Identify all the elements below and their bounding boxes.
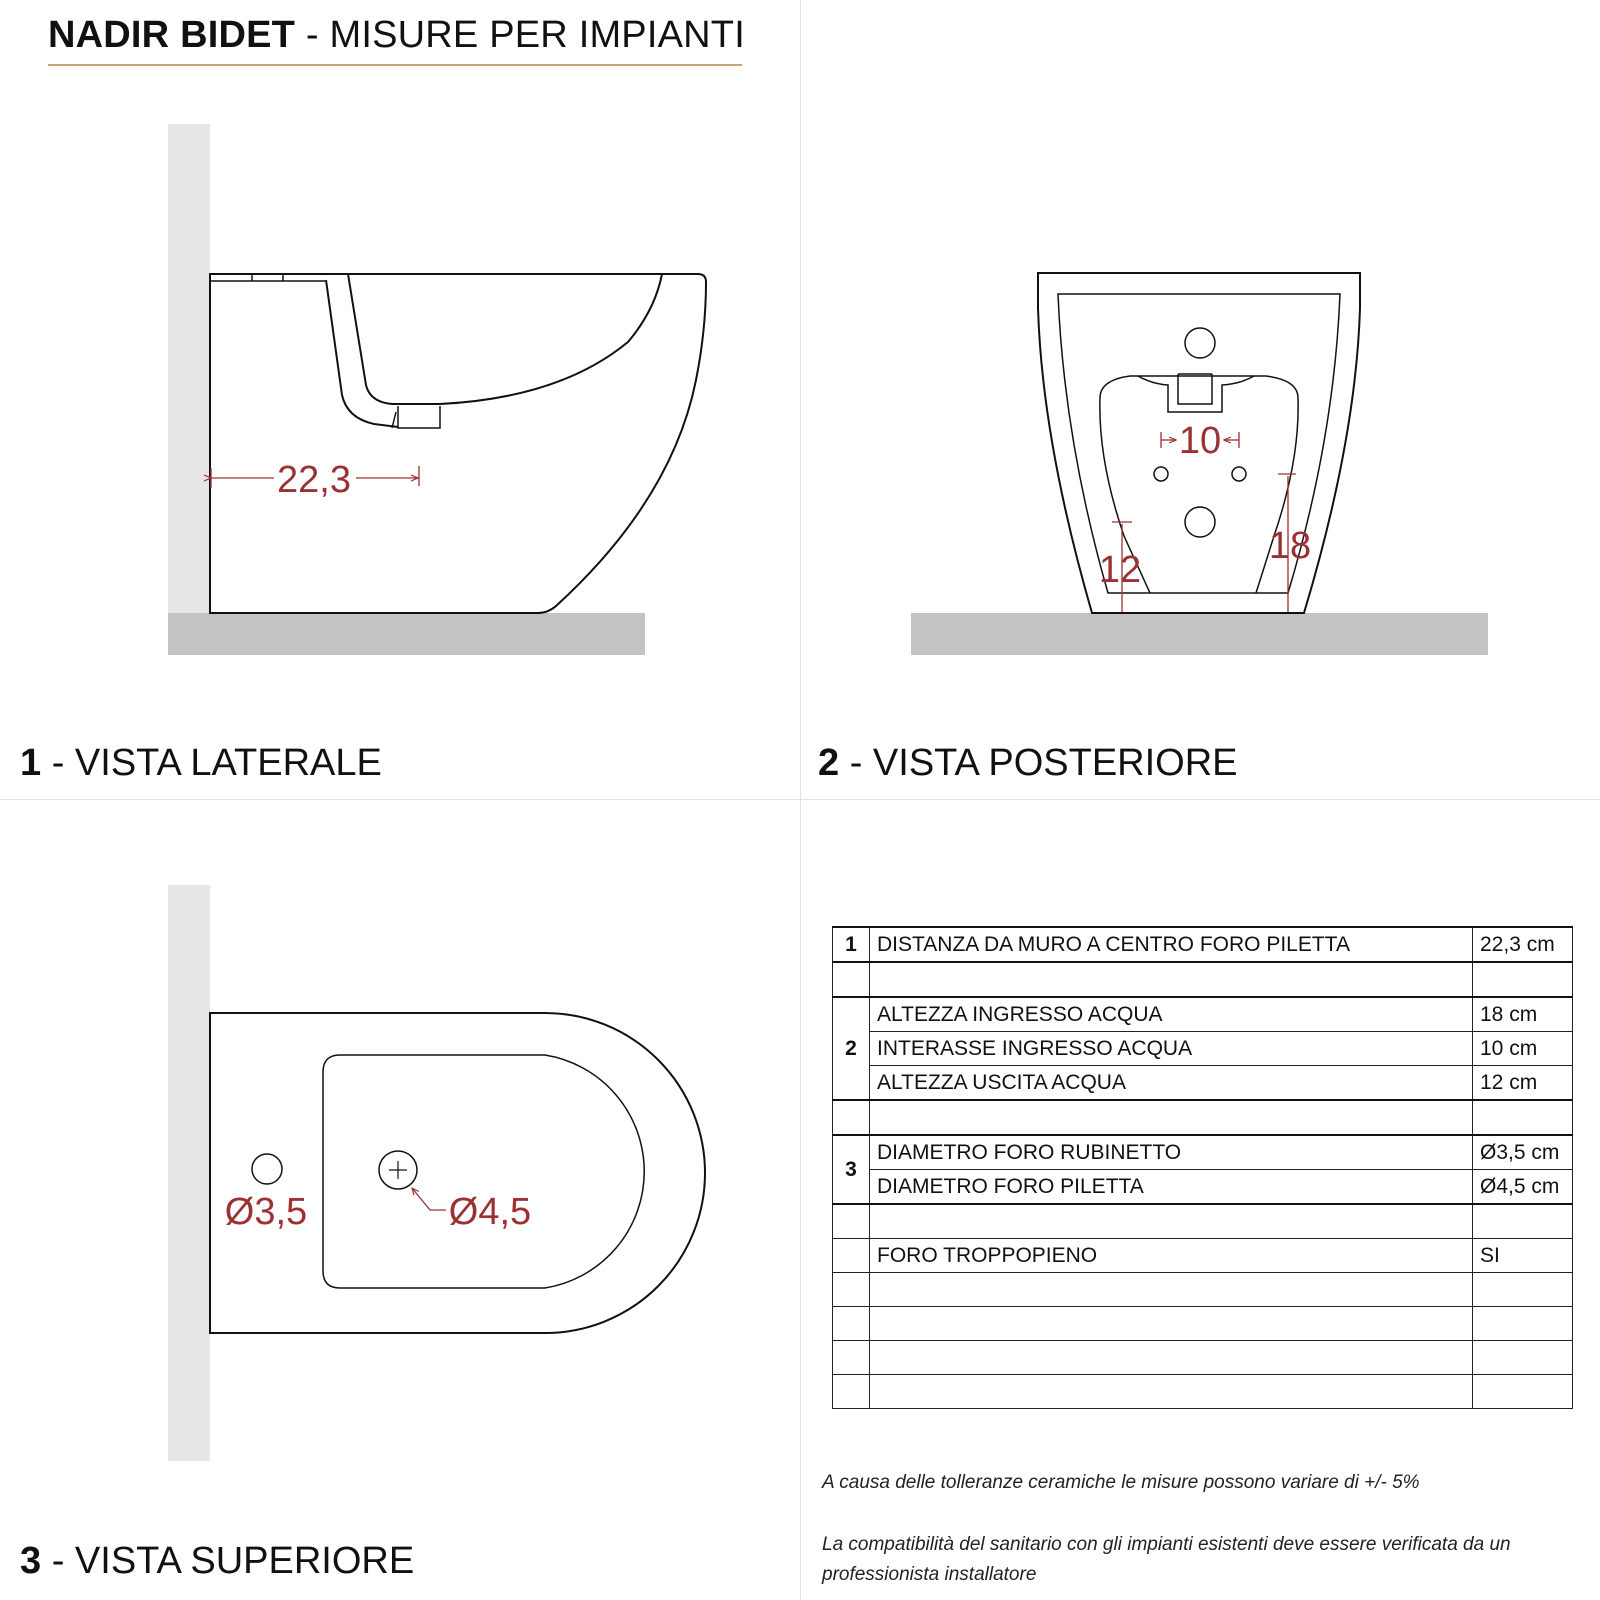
rear-outlet-hole — [1185, 507, 1215, 537]
view-label-top — [20, 1540, 414, 1583]
spec-value: 22,3 cm — [1473, 927, 1573, 962]
spec-label: FORO TROPPOPIENO — [870, 1239, 1473, 1273]
top-view-drawing — [168, 885, 705, 1461]
spec-label — [870, 1375, 1473, 1409]
view-number-top: 3 — [20, 1540, 42, 1582]
table-row — [833, 997, 1573, 1032]
group-number: 3 — [833, 1135, 870, 1204]
view-title-rear: - VISTA POSTERIORE — [839, 742, 1238, 784]
side-wall — [168, 124, 210, 654]
group-number — [833, 1307, 870, 1341]
view-label-rear — [818, 742, 1238, 785]
spec-label: DIAMETRO FORO PILETTA — [870, 1170, 1473, 1205]
spec-value — [1473, 1307, 1573, 1341]
table-row — [833, 1170, 1573, 1205]
group-number — [833, 1375, 870, 1409]
top-drain-leader — [412, 1188, 446, 1210]
table-row — [833, 1204, 1573, 1239]
top-wall — [168, 885, 210, 1461]
top-tap-hole — [252, 1154, 282, 1184]
product-name: NADIR BIDET — [48, 14, 296, 56]
spec-label: INTERASSE INGRESSO ACQUA — [870, 1032, 1473, 1066]
top-dim-tap-hole: Ø3,5 — [224, 1191, 308, 1233]
top-dim-drain-hole: Ø4,5 — [448, 1191, 532, 1233]
table-row — [833, 1307, 1573, 1341]
spec-value: 12 cm — [1473, 1066, 1573, 1101]
rear-inlet-hole-left — [1154, 467, 1168, 481]
spec-label — [870, 1100, 1473, 1135]
rear-dim-inlet-height: 18 — [1268, 525, 1312, 567]
table-row — [833, 1066, 1573, 1101]
spec-value — [1473, 1341, 1573, 1375]
side-floor — [168, 613, 645, 655]
spec-label — [870, 1307, 1473, 1341]
table-row — [833, 1100, 1573, 1135]
top-bowl-inner — [323, 1055, 644, 1288]
side-bidet-outline — [210, 274, 706, 613]
table-row — [833, 1135, 1573, 1170]
spec-label: ALTEZZA INGRESSO ACQUA — [870, 997, 1473, 1032]
side-tap-notch — [252, 274, 283, 281]
spec-value: 10 cm — [1473, 1032, 1573, 1066]
spec-value — [1473, 1204, 1573, 1239]
view-number-rear: 2 — [818, 742, 840, 784]
group-number — [833, 1273, 870, 1307]
table-row — [833, 962, 1573, 997]
spec-label: DIAMETRO FORO RUBINETTO — [870, 1135, 1473, 1170]
group-number: 1 — [833, 927, 870, 962]
view-title-side: - VISTA LATERALE — [41, 742, 382, 784]
table-row — [833, 1341, 1573, 1375]
spec-value — [1473, 1375, 1573, 1409]
side-view-drawing — [168, 124, 706, 655]
table-row — [833, 1273, 1573, 1307]
rear-overflow-hole — [1185, 328, 1215, 358]
compatibility-note: La compatibilità del sanitario con gli impianti esistenti deve essere verificata da un professionista installatore — [822, 1534, 1511, 1585]
group-number: 2 — [833, 997, 870, 1100]
group-number — [833, 1204, 870, 1239]
side-dim-wall-to-drain: 22,3 — [277, 459, 351, 501]
rear-view-drawing — [911, 273, 1488, 655]
specs-table — [832, 926, 1573, 1409]
spec-value: SI — [1473, 1239, 1573, 1273]
spec-value — [1473, 1100, 1573, 1135]
title-subtitle: - MISURE PER IMPIANTI — [295, 14, 745, 56]
spec-value: 18 cm — [1473, 997, 1573, 1032]
table-row — [833, 1032, 1573, 1066]
rear-dim-outlet-height: 12 — [1098, 549, 1142, 591]
group-number — [833, 1100, 870, 1135]
rear-inlet-bracket — [1138, 374, 1254, 412]
table-row — [833, 927, 1573, 962]
spec-label — [870, 1204, 1473, 1239]
rear-dim-interaxis: 10 — [1178, 420, 1222, 462]
group-number — [833, 1341, 870, 1375]
rear-floor — [911, 613, 1488, 655]
spec-value: Ø4,5 cm — [1473, 1170, 1573, 1205]
table-row — [833, 1239, 1573, 1273]
spec-label — [870, 1341, 1473, 1375]
view-label-side — [20, 742, 382, 785]
spec-label: DISTANZA DA MURO A CENTRO FORO PILETTA — [870, 927, 1473, 962]
top-bidet-outline — [210, 1013, 705, 1333]
view-number-side: 1 — [20, 742, 42, 784]
spec-label — [870, 962, 1473, 997]
tolerance-note: A causa delle tolleranze ceramiche le misure possono variare di +/- 5% — [822, 1472, 1420, 1493]
spec-label — [870, 1273, 1473, 1307]
table-row — [833, 1375, 1573, 1409]
group-number — [833, 962, 870, 997]
spec-value — [1473, 1273, 1573, 1307]
group-number — [833, 1239, 870, 1273]
side-bowl-inner — [326, 274, 662, 427]
spec-value — [1473, 962, 1573, 997]
rear-inlet-hole-right — [1232, 467, 1246, 481]
side-drain-pipe — [392, 406, 440, 428]
spec-label: ALTEZZA USCITA ACQUA — [870, 1066, 1473, 1101]
view-title-top: - VISTA SUPERIORE — [41, 1540, 415, 1582]
spec-value: Ø3,5 cm — [1473, 1135, 1573, 1170]
